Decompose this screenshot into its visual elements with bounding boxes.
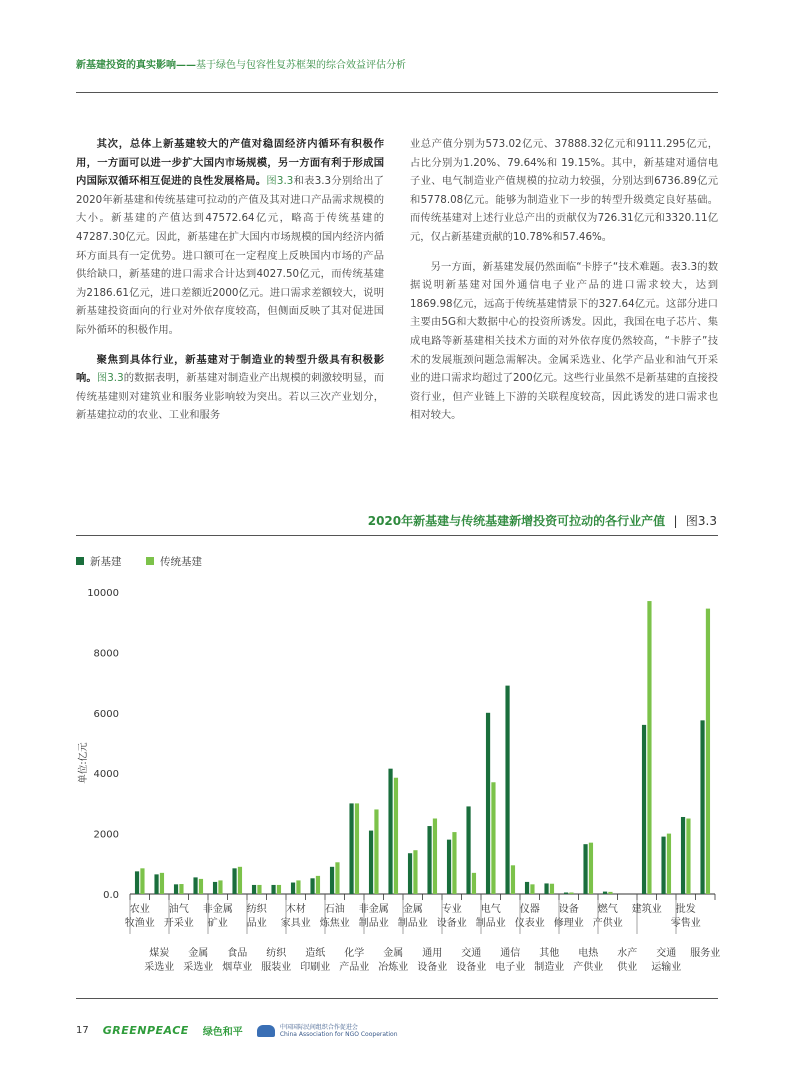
x-tick-label: 水产 <box>617 948 638 959</box>
left-p1-figure-ref[interactable]: 图3.3 <box>266 175 294 188</box>
footer-rule <box>76 998 718 999</box>
left-paragraph-1 <box>76 135 384 340</box>
x-tick-label: 煤炭 <box>149 948 170 959</box>
bar-new-infra <box>466 806 470 894</box>
x-tick-label: 开采业 <box>163 918 194 929</box>
x-tick-label: 设备 <box>558 904 579 915</box>
left-p2-figure-ref[interactable]: 图3.3 <box>96 372 124 385</box>
bar-traditional-infra <box>472 873 476 894</box>
x-tick-label: 电气 <box>480 904 501 915</box>
x-tick-label: 零售业 <box>670 918 701 929</box>
bar-traditional-infra <box>296 880 300 894</box>
x-tick-label: 家具业 <box>280 918 311 929</box>
x-tick-label: 木材 <box>285 904 306 915</box>
bar-traditional-infra <box>491 782 495 894</box>
left-p1-text: 和表3.3分别给出了2020年新基建和传统基建可拉动的产值及其对进口产品需求规模的大小。新基建的产值达到47572.64亿元，略高于传统基建的47287.30亿元。因此，新基建在扩大国内市场规模的国内经济内循环方面具有一定优势。进口额可在一定程度上反映国内市场的产品供给缺口，新基建的进口需求合计达到4027.50亿元，而传统基建为2186.61亿元，进口差额近2000亿元。进口需求差额较大，说明新基建投资面向的行业对外依存度较高，但侧面反映了其对促进国际外循环的积极作用。 <box>76 175 384 336</box>
legend-label-2: 传统基建 <box>160 556 202 568</box>
x-tick-label: 供业 <box>617 962 638 973</box>
cango-en: China Association for NGO Cooperation <box>279 1030 398 1038</box>
x-tick-label: 建筑业 <box>631 904 662 915</box>
bar-new-infra <box>388 769 392 894</box>
greenpeace-logo: GREENPEACE <box>102 1024 189 1037</box>
header-dash: —— <box>176 60 196 71</box>
bar-new-infra <box>447 840 451 894</box>
x-tick-label: 制品业 <box>358 918 389 929</box>
left-p1-bold: 其次，总体上新基建较大的产值对稳固经济内循环有积极作用，一方面可以进一步扩大国内市场规模，另一方面有利于形成国内国际双循环相互促进的良性发展格局。 <box>76 138 384 188</box>
y-tick-label: 10000 <box>87 588 119 599</box>
y-tick-label: 4000 <box>93 769 119 781</box>
x-tick-label: 设备业 <box>436 918 467 929</box>
x-tick-label: 金属 <box>383 948 404 959</box>
right-paragraph-1: 业总产值分别为573.02亿元、37888.32亿元和9111.295亿元，占比分别为1.20%、79.64%和 19.15%。其中，新基建对通信电子业、电气制造业产值规模的拉动力较强，分别达到6736.89亿元和5778.08亿元。能够为制造业下一步的转型升级奠定良好基础。而传统基建对上述行业总产出的贡献仅为726.31亿元和3320.11亿元，仅占新基建贡献的10.78%和57.46%。 <box>410 138 718 243</box>
bar-new-infra <box>661 837 665 894</box>
bar-new-infra <box>271 885 275 894</box>
footer <box>76 1023 398 1038</box>
right-column <box>410 135 718 436</box>
bar-traditional-infra <box>238 867 242 894</box>
bar-traditional-infra <box>433 819 437 895</box>
x-tick-label: 金属 <box>188 948 209 959</box>
x-tick-label: 制品业 <box>475 918 506 929</box>
x-tick-label: 运输业 <box>651 962 682 973</box>
left-paragraph-2 <box>76 351 384 425</box>
bar-new-infra <box>154 874 158 894</box>
legend-label-1: 新基建 <box>90 556 122 568</box>
bar-traditional-infra <box>316 876 320 894</box>
figure-title <box>368 512 717 529</box>
bar-traditional-infra <box>608 892 612 894</box>
x-tick-label: 专业 <box>441 904 462 915</box>
bar-traditional-infra <box>550 884 554 894</box>
x-tick-label: 冶炼业 <box>378 962 409 973</box>
x-tick-label: 其他 <box>539 948 560 959</box>
bar-new-infra <box>330 867 334 894</box>
bar-traditional-infra <box>277 885 281 894</box>
bar-traditional-infra <box>160 873 164 894</box>
x-tick-label: 农业 <box>129 904 150 915</box>
figure-separator: | <box>673 514 678 528</box>
figure-title-text: 2020年新基建与传统基建新增投资可拉动的各行业产值 <box>367 514 666 528</box>
x-tick-label: 石油 <box>324 904 345 915</box>
bar-traditional-infra <box>335 862 339 894</box>
bar-traditional-infra <box>413 850 417 894</box>
x-tick-label: 设备业 <box>417 962 448 973</box>
y-tick-label: 8000 <box>93 648 119 660</box>
x-tick-label: 非金属 <box>358 904 389 915</box>
x-tick-label: 电子业 <box>495 962 526 973</box>
bar-traditional-infra <box>355 803 359 894</box>
bar-traditional-infra <box>179 884 183 894</box>
bar-traditional-infra <box>589 843 593 894</box>
bar-traditional-infra <box>140 868 144 894</box>
x-tick-label: 设备业 <box>456 962 487 973</box>
x-tick-label: 电热 <box>578 948 599 959</box>
bar-chart <box>0 540 793 995</box>
y-tick-label: 0.0 <box>103 890 119 901</box>
bar-new-infra <box>525 882 529 894</box>
x-tick-label: 燃气 <box>597 904 618 915</box>
x-tick-label: 油气 <box>168 904 189 915</box>
bar-traditional-infra <box>686 819 690 895</box>
bar-traditional-infra <box>218 880 222 894</box>
y-axis-label: 单位:亿元 <box>78 742 89 784</box>
bar-new-infra <box>700 720 704 894</box>
bar-new-infra <box>369 831 373 894</box>
x-tick-label: 炼焦业 <box>319 918 350 929</box>
bar-new-infra <box>174 884 178 894</box>
bar-new-infra <box>408 853 412 894</box>
x-tick-label: 采选业 <box>144 962 175 973</box>
y-tick-label: 6000 <box>93 708 119 720</box>
left-p2-text: 的数据表明，新基建对制造业产出规模的刺激较明显，而传统基建则对建筑业和服务业影响较为突出。若以三次产业划分，新基建拉动的农业、工业和服务 <box>76 372 385 422</box>
x-tick-label: 交通 <box>656 948 677 959</box>
cango-logo <box>257 1024 398 1038</box>
bar-new-infra <box>291 883 295 894</box>
bar-new-infra <box>681 817 685 894</box>
x-tick-label: 烟草业 <box>222 962 253 973</box>
y-tick-label: 2000 <box>93 829 119 841</box>
page-number: 17 <box>76 1025 89 1036</box>
bar-new-infra <box>583 844 587 894</box>
bar-new-infra <box>213 882 217 894</box>
x-tick-label: 食品 <box>227 948 248 959</box>
bar-traditional-infra <box>257 885 261 894</box>
left-column <box>76 135 384 436</box>
x-tick-label: 批发 <box>675 904 696 915</box>
bar-traditional-infra <box>530 884 534 894</box>
cango-emblem-icon <box>257 1025 275 1037</box>
x-tick-label: 矿业 <box>207 918 228 929</box>
bar-traditional-infra <box>511 865 515 894</box>
figure-rule <box>76 535 718 536</box>
bar-new-infra <box>642 725 646 894</box>
bar-new-infra <box>486 713 490 894</box>
bar-new-infra <box>564 892 568 894</box>
bar-new-infra <box>603 892 607 894</box>
x-tick-label: 服务业 <box>690 948 721 959</box>
header-subtitle: 基于绿色与包容性复苏框架的综合效益评估分析 <box>196 60 406 71</box>
header-title: 新基建投资的真实影响 <box>76 60 176 71</box>
bar-new-infra <box>505 686 509 894</box>
bar-traditional-infra <box>452 832 456 894</box>
bar-new-infra <box>427 826 431 894</box>
bar-traditional-infra <box>706 609 710 894</box>
header-rule <box>76 92 718 93</box>
bar-new-infra <box>193 877 197 894</box>
bar-traditional-infra <box>569 892 573 894</box>
left-p2-bold: 聚焦到具体行业，新基建对于制造业的转型升级具有积极影响。 <box>76 353 384 385</box>
x-tick-label: 服装业 <box>261 962 292 973</box>
running-header <box>76 56 406 71</box>
legend-swatch-2 <box>146 557 154 565</box>
x-tick-label: 修理业 <box>553 918 584 929</box>
x-tick-label: 造纸 <box>305 948 326 959</box>
x-tick-label: 化学 <box>344 948 365 959</box>
figure-number: 图3.3 <box>685 514 717 528</box>
x-tick-label: 制品业 <box>397 918 428 929</box>
bar-new-infra <box>310 878 314 894</box>
x-tick-label: 纺织 <box>266 948 287 959</box>
x-tick-label: 产供业 <box>573 962 604 973</box>
x-tick-label: 仪器 <box>519 904 540 915</box>
greenpeace-cn-logo: 绿色和平 <box>202 1027 243 1038</box>
bar-new-infra <box>544 883 548 894</box>
x-tick-label: 仪表业 <box>514 918 545 929</box>
legend-swatch-1 <box>76 557 84 565</box>
x-tick-label: 交通 <box>461 948 482 959</box>
x-tick-label: 采选业 <box>183 962 214 973</box>
x-tick-label: 品业 <box>246 918 267 929</box>
bar-traditional-infra <box>394 778 398 894</box>
cango-cn: 中国国际民间组织合作促进会 <box>279 1023 358 1031</box>
bar-new-infra <box>232 868 236 894</box>
x-tick-label: 制造业 <box>534 962 565 973</box>
bar-new-infra <box>135 871 139 894</box>
x-tick-label: 纺织 <box>246 904 267 915</box>
bar-new-infra <box>349 803 353 894</box>
bar-traditional-infra <box>667 834 671 894</box>
right-paragraph-2: 另一方面，新基建发展仍然面临“卡脖子“技术难题。表3.3的数据说明新基建对国外通信电子业产品的进口需求较大，达到1869.98亿元，远高于传统基建情景下的327.64亿元。这部分进口主要由5G和大数据中心的投资所诱发。因此，我国在电子芯片、集成电路等新基建相关技术方面的对外依存度仍然较高，“卡脖子”技术的发展瓶颈问题急需解决。金属采选业、化学产品业和油气开采业的进口需求均超过了200亿元。这些行业虽然不是新基建的直接投资行业，但产业链上下游的关联程度较高，因此诱发的进口需求也相对较大。 <box>410 260 718 422</box>
x-tick-label: 产品业 <box>339 962 370 973</box>
x-tick-label: 印刷业 <box>300 962 331 973</box>
bar-traditional-infra <box>199 879 203 894</box>
x-tick-label: 金属 <box>402 904 423 915</box>
x-tick-label: 通信 <box>500 948 521 959</box>
bar-new-infra <box>252 885 256 894</box>
x-tick-label: 产供业 <box>592 918 623 929</box>
x-tick-label: 通用 <box>422 948 443 959</box>
bar-traditional-infra <box>374 809 378 894</box>
x-tick-label: 牧渔业 <box>124 918 155 929</box>
bar-traditional-infra <box>647 601 651 894</box>
x-tick-label: 非金属 <box>202 904 233 915</box>
